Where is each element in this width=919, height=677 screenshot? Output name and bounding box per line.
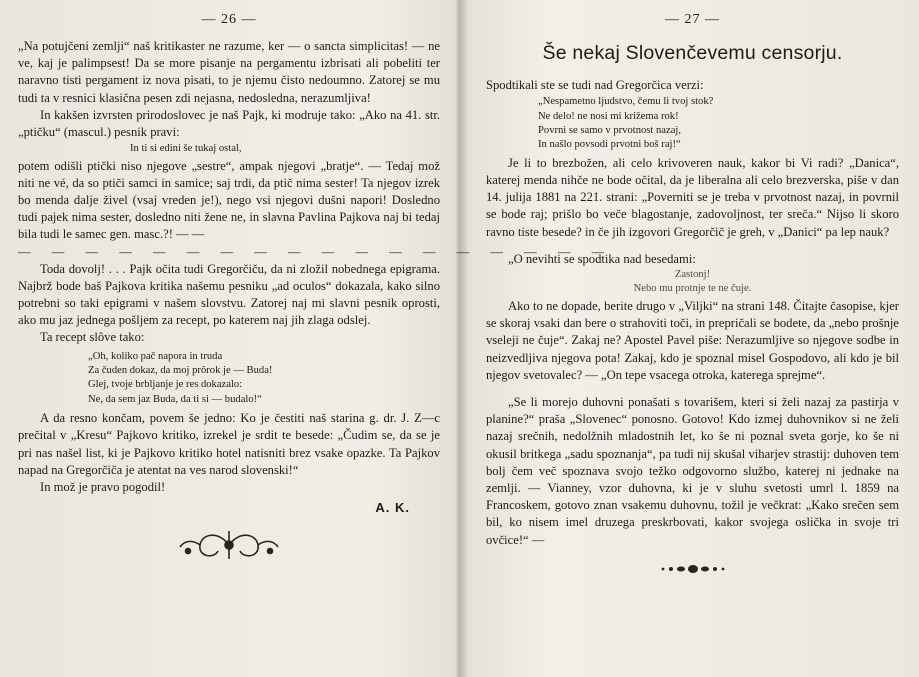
page-number-right: — 27 — <box>665 12 720 27</box>
verse-line: Ne, da sem jaz Buda, da ti si — budalo!“ <box>88 393 262 405</box>
paragraph: „Se li morejo duhovni ponašati s tovarišem, kteri si želi nazaj za pastirja v planine?“ praša „Slovenec“ ponosno. Gotovo! Kdo izmej duhovnikov si ne želi nazaj srečnih, nedolžnih mladostnih let, ko še ni poznal sveta gorje, ko še ni okusil britkega „sadu spoznanja“, pa tudi nij skušal viharjev strastij: duhoven tem bolj čem več spoznava svojo težko odgovorno službo, katerej ni jednake na zemlji. — Vianney, vzor duhovna, ki je v sluhu svetosti umrl l. 1859 na Francoskem, gotovo znan vsakemu duhovnu, tožil je večkrat: „Kako srečen sem bil, ko nisem imel druzega preskrbovati, kakor svojega oslička in svoje tri ovčice!“ — <box>486 395 899 547</box>
paragraph: potem odišli ptički niso njegove „sestre“, ampak njegovi „bratje“. — Tedaj mož niti ne vé, da so ptiči samci in samice; saj trdi, da ptič nima sester! Ta njegov izrek bo menda dalje živel (vsaj vreden je!), nego vsi njegovi dušni napori! Dosledno tudi pajek nima sester, dosledno niti žene ne, in slavna Pavlina Pajkova naj bi tedaj bila tudi le samec gen. masc.?! — — <box>18 158 440 242</box>
floral-vignette-icon <box>174 525 284 565</box>
verse-line: „Oh, koliko pač napora in truda <box>88 350 223 362</box>
paragraph: „O nevihti se spodtika nad besedami: <box>508 251 696 266</box>
verse-quote <box>18 142 440 156</box>
paragraph: Ta recept slôve tako: <box>40 330 145 345</box>
verse-line: In našlo povsodi prvotni boš raj!“ <box>538 139 681 151</box>
verse-line: Za čuden dokaz, da moj prôrok je — Buda! <box>88 365 273 377</box>
verse-quote <box>486 95 899 153</box>
verse-line: Zastonj! <box>674 269 711 281</box>
verse-line: „Nespametno ljudstvo, čemu li tvoj stok? <box>538 96 714 108</box>
paragraph: Spodtikali ste se tudi nad Gregorčica verzi: <box>486 78 704 92</box>
paragraph: In kakšen izvrsten prirodoslovec je naš Pajk, ki modruje tako: „Ako na 41. str. „ptičku“ (mascul.) pesnik pravi: <box>18 107 440 140</box>
paragraph: In mož je pravo pogodil! <box>40 480 166 495</box>
verse-line: Glej, tvoje brbljanje je res dokazalo: <box>88 379 243 391</box>
epigram-verse <box>18 350 440 408</box>
small-vignette-icon <box>643 559 743 579</box>
paragraph: Toda dovolj! . . . Pajk očita tudi Gregorčiču, da ni zložil nobednega epigrama. Najbrž bode baš Pajkova kritika našemu pesniku „ad oculos“ dokazala, kako silno potrebni so taki epigrami v našem slovstvu. Zatorej naj mi slavni pesnik oprosti, ako mu jaz jednega pošljem za recept, po katerem naj jih zlaga odslej. <box>18 261 440 328</box>
verse-line: Ne delo! ne nosi mi križema rok! <box>538 110 679 122</box>
paragraph: Ako to ne dopade, berite drugo v „Viljki“ na strani 148. Čitajte časopise, kjer se skoraj vsaki dan bere o strahoviti toči, in prepričali se bodete, da „nebo prošnje vseleji ne čuje“. Zakaj ne? Apostel Pavel piše: Nerazumljive so njegove sodbe in neizvedljiva njegova pota! Zakaj, kdo je spoznal misel Gospodovo, ali kdo je bil njegov svetovalec? — „On tepe vsacega otroka, katerega sprejme“. <box>486 299 899 382</box>
author-signature: A. K. <box>375 500 410 516</box>
verse-line: In ti si edini še tukaj ostal, <box>130 143 242 155</box>
verse-line: Nebo mu protnje te ne čuje. <box>633 283 752 295</box>
article-title: Še nekaj Slovenčevemu censorju. <box>542 42 843 64</box>
paragraph: „Na potujčeni zemlji“ naš kritikaster ne razume, ker — o sancta simplicitas! — ne ve, kaj je palimpsest! Da se more pisanje na pergamentu izbrisati ali pobeliti ter naravno tisti pergament iz nova pisati, to je njemu čisto nedoumno. Zatorej se mu tudi ta v resnici klasična pesen zdi nejasna, nedosledna, nerazumljiva! <box>18 39 440 105</box>
verse-line: Povrni se samo v prvotnost nazaj, <box>538 125 681 137</box>
paragraph: Je li to brezbožen, ali celo krivoveren nauk, kakor bi Vi radi? „Danica“, katerej menda nihče ne bode očital, da je liberalna ali celo brezverska, piše v dan 14. julija 1881 na 221. strani: „Poverniti se je treba v prvotnost nazaj, in povrnil se bode raj; prišlo bo veče blagostanje, zadovoljnost, ter sreča.“ Nijso li skoro ravno tiste besede? in če jih izgovori Gregorčič je greh, v „Danici“ pa lep nauk? <box>486 155 899 239</box>
page-number-left: — 26 — <box>201 12 257 27</box>
paragraph: A da resno končam, povem še jedno: Ko je čestiti naš starina g. dr. J. Z—c prečital v „Kresu“ Pajkovo kritiko, izrekel je srdit te besede: „Čudim se, da se je pri nas našel list, ki je Pajkovo kritiko hotel natisniti brez vsake opazke. Ta Pajkov napad na Gregorčiča je atentat na ves narod slovenski!“ <box>18 411 440 477</box>
dash-separator: — — — — — — — — — — — — — — — — — — <box>18 244 614 259</box>
verse-quote <box>486 268 899 296</box>
right-page <box>460 0 919 677</box>
